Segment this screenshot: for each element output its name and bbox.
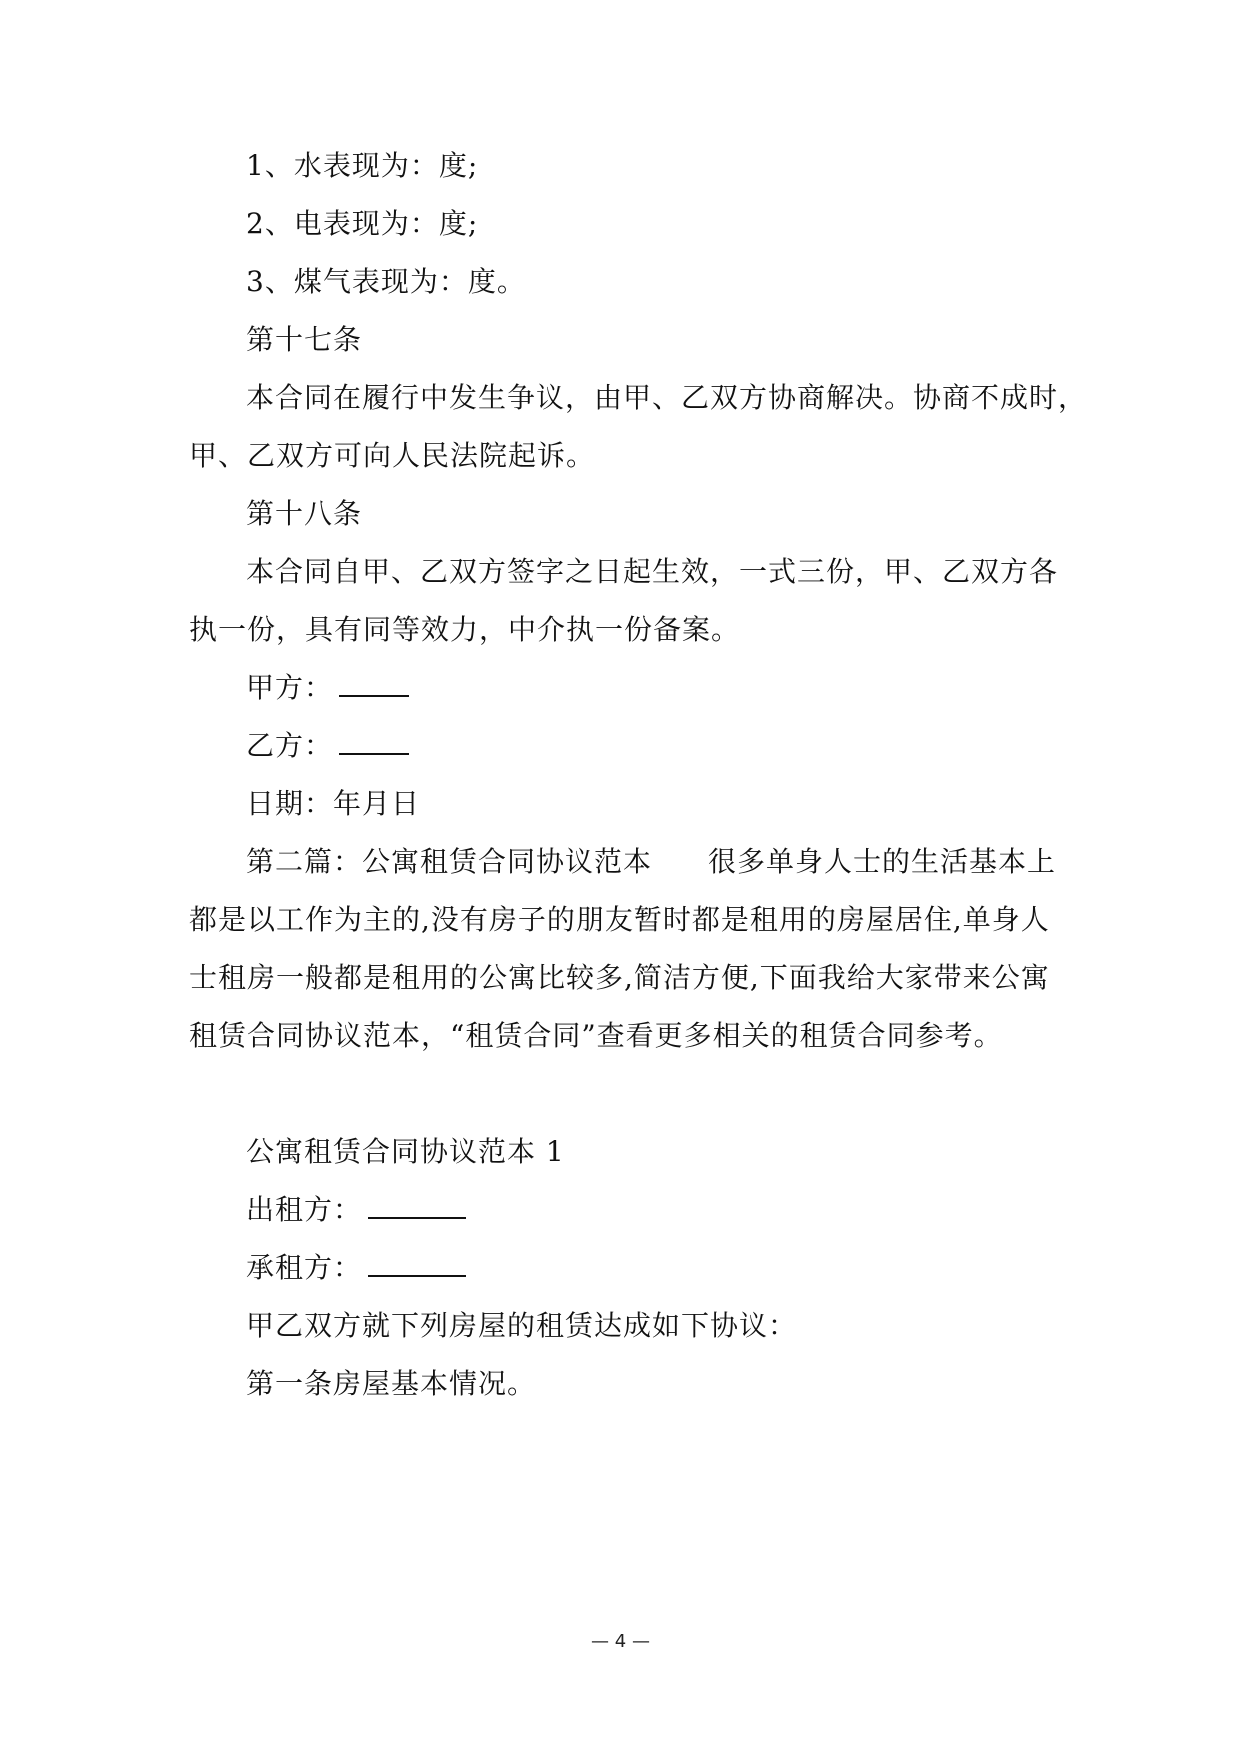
electric-meter-line: 2、电表现为：度; — [246, 207, 479, 240]
second-article-intro-line-3: 士租房一般都是租用的公寓比较多,简洁方便,下面我给大家带来公寓 — [189, 961, 1050, 994]
party-a-blank — [339, 669, 409, 697]
article-18-text-line-2: 执一份，具有同等效力，中介执一份备案。 — [189, 613, 741, 646]
second-article-intro-line-4: 租赁合同协议范本，“租赁合同”查看更多相关的租赁合同参考。 — [189, 1019, 1003, 1052]
template-1-heading: 公寓租赁合同协议范本 1 — [246, 1135, 565, 1168]
article-17-text-line-1: 本合同在履行中发生争议，由甲、乙双方协商解决。协商不成时， — [246, 381, 1088, 414]
article-18-heading: 第十八条 — [246, 497, 363, 530]
party-b-blank — [339, 727, 409, 755]
lessor-label: 出租方： — [246, 1193, 363, 1226]
party-b-label: 乙方： — [246, 729, 334, 762]
lessor-blank — [368, 1191, 466, 1219]
date-line: 日期：年月日 — [246, 787, 421, 820]
lessee-blank — [368, 1249, 466, 1277]
article-17-heading: 第十七条 — [246, 323, 363, 356]
party-b-signature-line — [246, 726, 409, 766]
lessee-line — [246, 1248, 466, 1288]
party-a-label: 甲方： — [246, 671, 334, 704]
gas-meter-line: 3、煤气表现为：度。 — [246, 265, 526, 298]
article-17-text-line-2: 甲、乙双方可向人民法院起诉。 — [189, 439, 596, 472]
second-article-intro-line-1 — [246, 842, 1056, 882]
article-1-heading: 第一条房屋基本情况。 — [246, 1367, 537, 1400]
page-number: — 4 — — [591, 1631, 650, 1652]
second-article-intro-start: 很多单身人士的生活基本上 — [708, 845, 1057, 878]
article-18-text-line-1: 本合同自甲、乙双方签字之日起生效，一式三份，甲、乙双方各 — [246, 555, 1059, 588]
party-a-signature-line — [246, 668, 409, 708]
agreement-intro-line: 甲乙双方就下列房屋的租赁达成如下协议： — [246, 1309, 798, 1342]
second-article-title: 第二篇：公寓租赁合同协议范本 — [246, 845, 653, 878]
lessor-line — [246, 1190, 466, 1230]
water-meter-line: 1、水表现为：度; — [246, 149, 479, 182]
second-article-intro-line-2: 都是以工作为主的,没有房子的朋友暂时都是租用的房屋居住,单身人 — [189, 903, 1050, 936]
lessee-label: 承租方： — [246, 1251, 363, 1284]
